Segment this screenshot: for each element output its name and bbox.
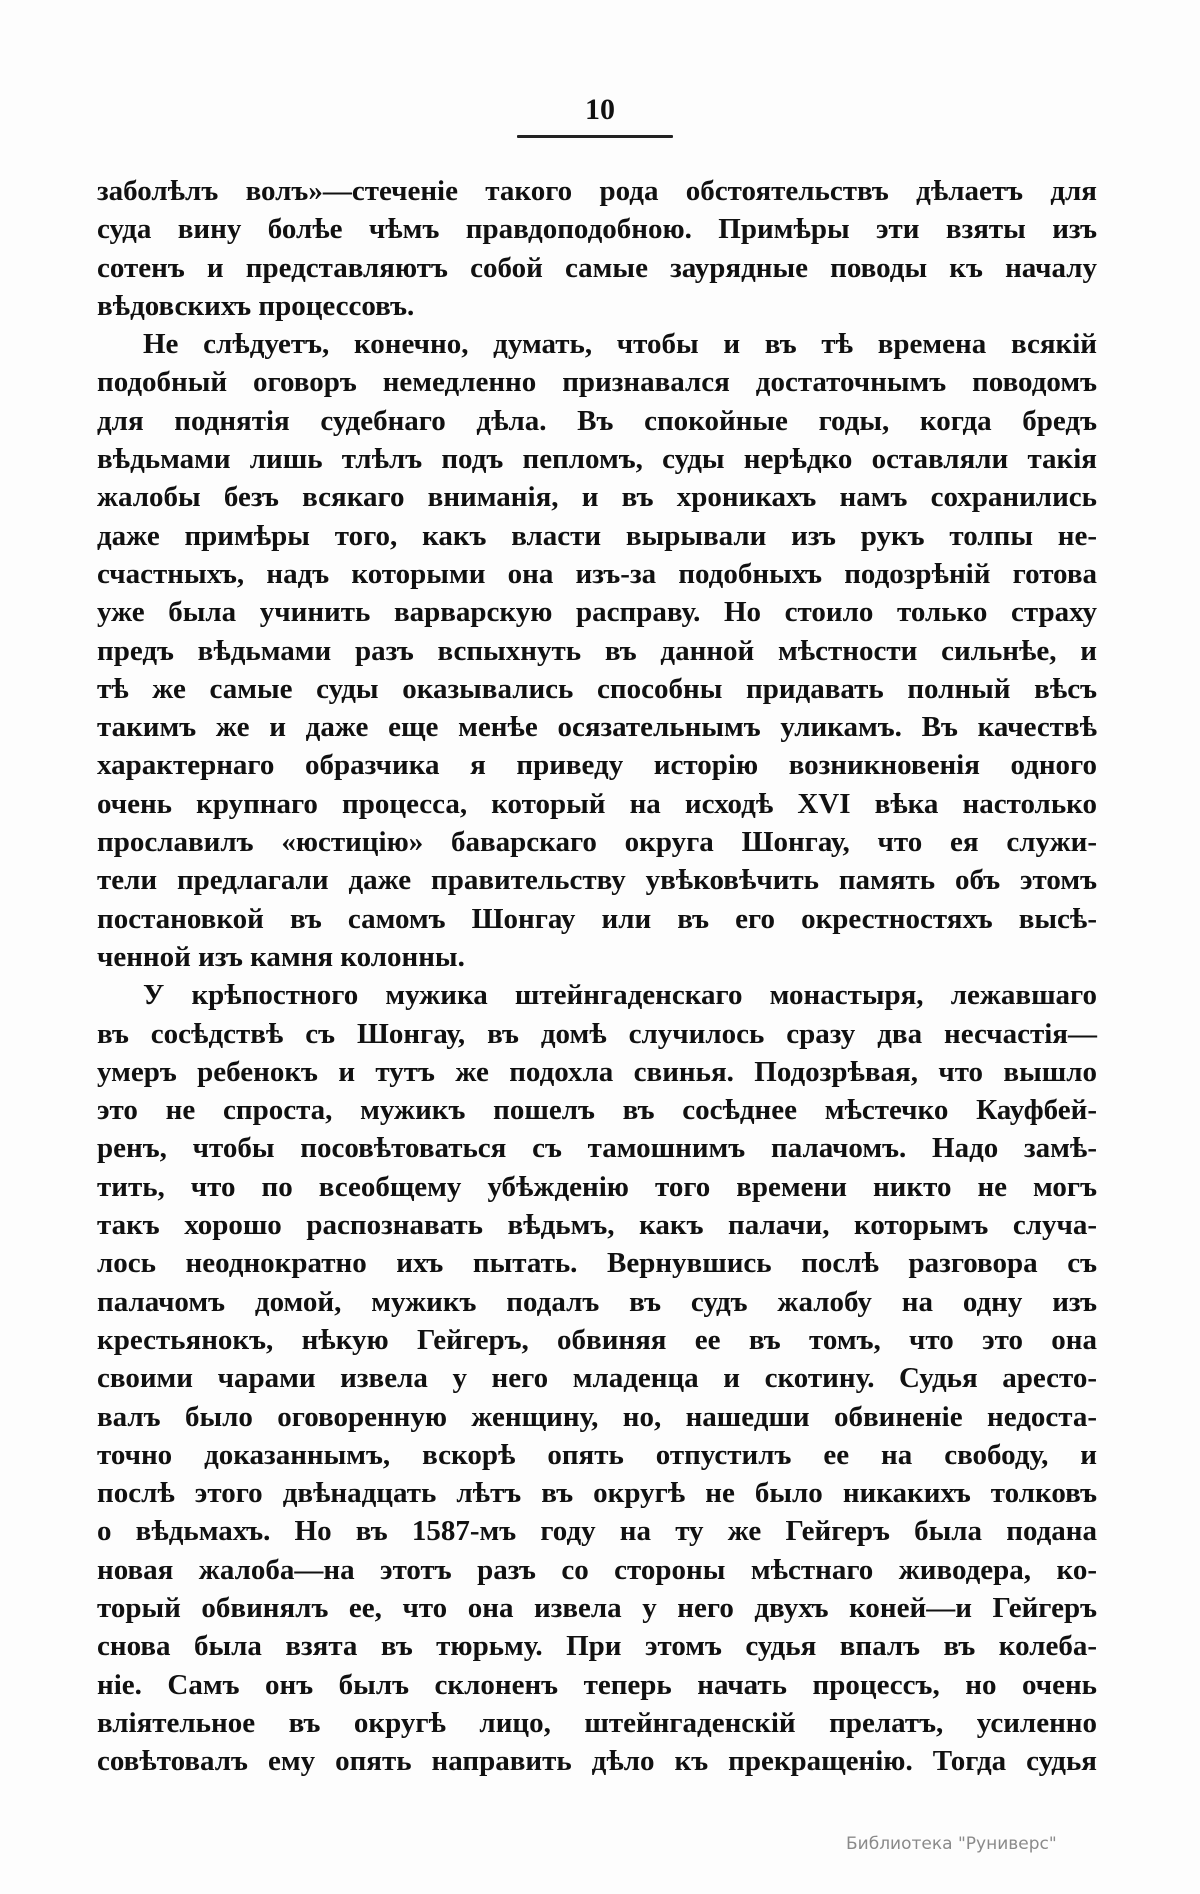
text-line: торый обвинялъ ее, что она извела у него двухъ коней—и Гейгеръ xyxy=(97,1591,1097,1624)
text-line: совѣтовалъ ему опять направить дѣло къ прекращенію. Тогда судья xyxy=(97,1745,1097,1778)
text-line: постановкой въ самомъ Шонгау или въ его окрестностяхъ высѣ- xyxy=(97,902,1097,935)
text-line: Не слѣдуетъ, конечно, думать, чтобы и въ тѣ времена всякій xyxy=(143,328,1097,361)
text-line: въ сосѣдствѣ съ Шонгау, въ домѣ случилось сразу два несчастія— xyxy=(97,1017,1097,1050)
text-line: лось неоднократно ихъ пытать. Вернувшись послѣ разговора съ xyxy=(97,1247,1097,1280)
text-line: прославилъ «юстицію» баварскаго округа Шонгау, что ея служи- xyxy=(97,826,1097,859)
text-line: ніе. Самъ онъ былъ склоненъ теперь начать процессъ, но очень xyxy=(97,1668,1097,1701)
text-line: тели предлагали даже правительству увѣковѣчить память объ этомъ xyxy=(97,864,1097,897)
text-line: такимъ же и даже еще менѣе осязательнымъ уликамъ. Въ качествѣ xyxy=(97,711,1097,744)
text-line: У крѣпостного мужика штейнгаденскаго монастыря, лежавшаго xyxy=(143,979,1097,1012)
text-line: для поднятія судебнаго дѣла. Въ спокойные годы, когда бредъ xyxy=(97,404,1097,437)
body-text xyxy=(97,172,1097,1780)
text-line: очень крупнаго процесса, который на исходѣ XVI вѣка настолько xyxy=(97,787,1097,820)
text-line: своими чарами извела у него младенца и скотину. Судья аресто- xyxy=(97,1362,1097,1395)
text-line: умеръ ребенокъ и тутъ же подохла свинья. Подозрѣвая, что вышло xyxy=(97,1055,1097,1088)
text-line: это не спроста, мужикъ пошелъ въ сосѣднее мѣстечко Кауфбей- xyxy=(97,1094,1097,1127)
text-line: такъ хорошо распознавать вѣдьмъ, какъ палачи, которымъ случа- xyxy=(97,1209,1097,1242)
text-line: ченной изъ камня колонны. xyxy=(97,940,465,973)
text-line: снова была взята въ тюрьму. При этомъ судья впалъ въ колеба- xyxy=(97,1630,1097,1663)
paragraph xyxy=(97,976,1097,1780)
text-line: новая жалоба—на этотъ разъ со стороны мѣстнаго живодера, ко- xyxy=(97,1553,1097,1586)
paragraph xyxy=(97,325,1097,976)
page-number: 10 xyxy=(585,93,615,126)
text-line: заболѣлъ волъ»—стеченіе такого рода обстоятельствъ дѣлаетъ для xyxy=(97,175,1097,207)
text-line: характернаго образчика я приведу исторію возникновенія одного xyxy=(97,749,1097,782)
text-line: валъ было оговоренную женщину, но, нашедши обвиненіе недоста- xyxy=(97,1400,1097,1433)
text-line: суда вину болѣе чѣмъ правдоподобною. Примѣры эти взяты изъ xyxy=(97,213,1097,246)
text-line: уже была учинить варварскую расправу. Но стоило только страху xyxy=(97,596,1097,629)
text-line: вѣдьмами лишь тлѣлъ подъ пепломъ, суды нерѣдко оставляли такія xyxy=(97,443,1097,476)
text-line: вліятельное въ округѣ лицо, штейнгаденскій прелатъ, усиленно xyxy=(97,1706,1097,1739)
text-line: крестьянокъ, нѣкую Гейгеръ, обвиняя ее въ томъ, что это она xyxy=(97,1323,1097,1356)
page-number-rule xyxy=(517,135,673,138)
text-line: точно доказаннымъ, вскорѣ опять отпустилъ ее на свободу, и xyxy=(97,1438,1097,1471)
text-line: подобный оговоръ немедленно признавался достаточнымъ поводомъ xyxy=(97,366,1097,399)
text-line: счастныхъ, надъ которыми она изъ-за подобныхъ подозрѣній готова xyxy=(97,557,1097,590)
text-line: вѣдовскихъ процессовъ. xyxy=(97,289,415,322)
text-line: о вѣдьмахъ. Но въ 1587-мъ году на ту же Гейгеръ была подана xyxy=(97,1515,1097,1548)
text-line: предъ вѣдьмами разъ вспыхнуть въ данной мѣстности сильнѣе, и xyxy=(97,634,1097,667)
text-line: сотенъ и представляютъ собой самые заурядные поводы къ началу xyxy=(97,251,1097,284)
library-watermark: Библиотека "Руниверс" xyxy=(846,1834,1057,1854)
text-line: жалобы безъ всякаго вниманія, и въ хроникахъ намъ сохранились xyxy=(97,481,1097,514)
text-line: даже примѣры того, какъ власти вырывали изъ рукъ толпы не- xyxy=(97,519,1097,552)
text-line: ренъ, чтобы посовѣтоваться съ тамошнимъ палачомъ. Надо замѣ- xyxy=(97,1132,1097,1165)
text-line: тѣ же самые суды оказывались способны придавать полный вѣсъ xyxy=(97,672,1097,705)
paragraph xyxy=(97,172,1097,325)
text-line: послѣ этого двѣнадцать лѣтъ въ округѣ не было никакихъ толковъ xyxy=(97,1477,1097,1510)
text-line: палачомъ домой, мужикъ подалъ въ судъ жалобу на одну изъ xyxy=(97,1285,1097,1318)
text-line: тить, что по всеобщему убѣжденію того времени никто не могъ xyxy=(97,1170,1097,1203)
